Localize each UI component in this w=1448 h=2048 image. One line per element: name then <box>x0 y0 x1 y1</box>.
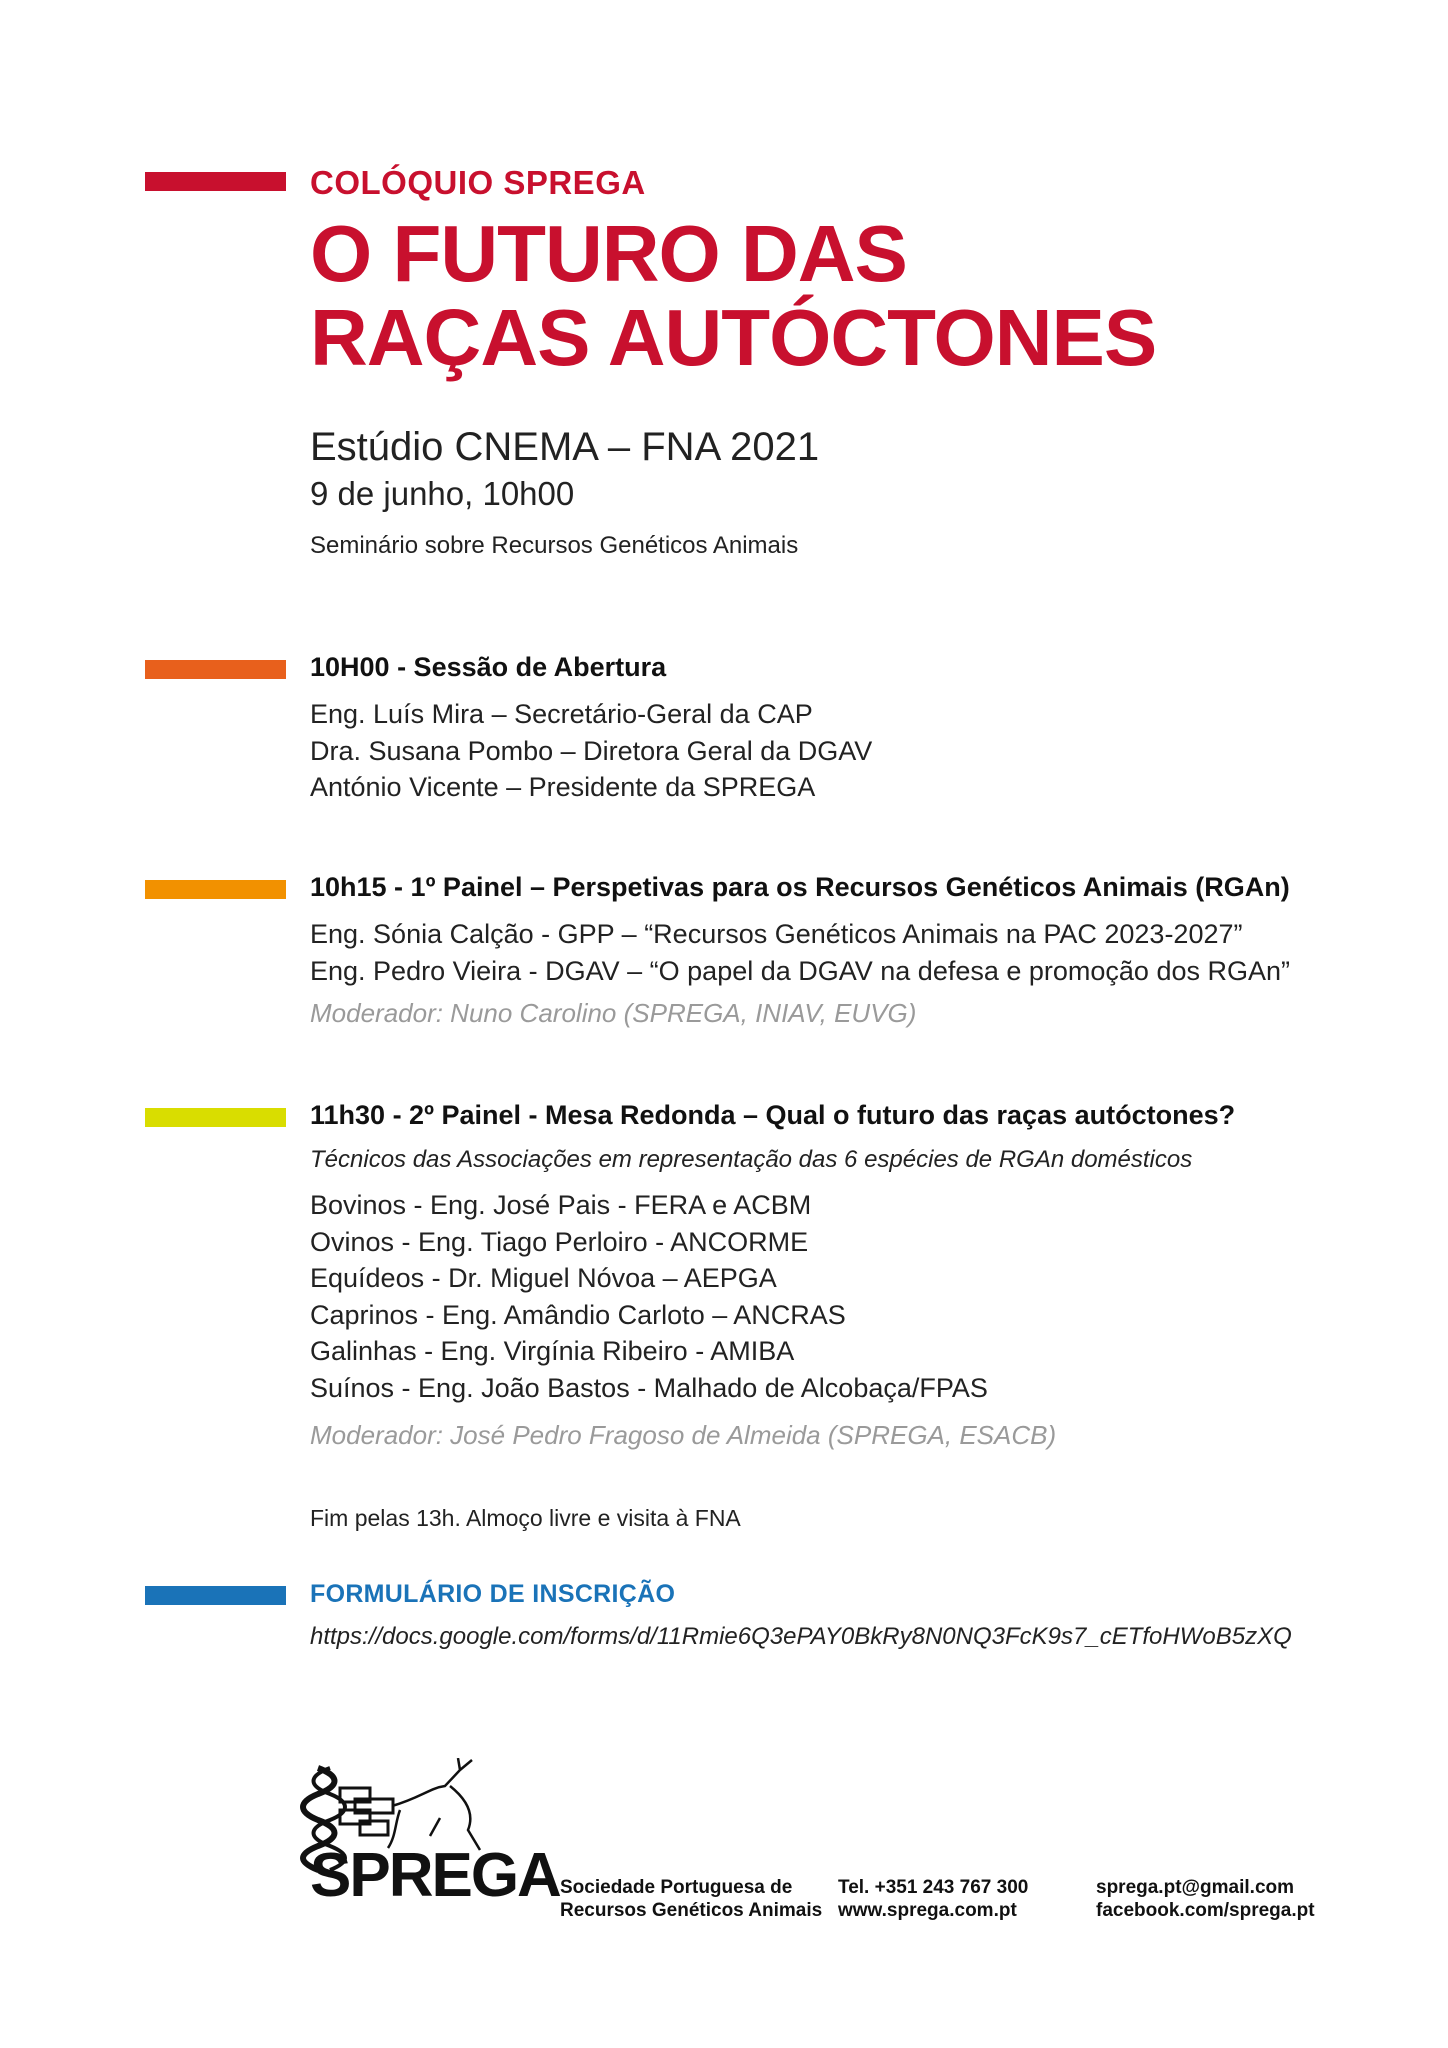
registration-accent-bar <box>145 1586 286 1605</box>
panel1-speakers <box>310 916 1420 989</box>
event-title-line-1: O FUTURO DAS <box>310 209 907 298</box>
event-date: 9 de junho, 10h00 <box>310 475 575 512</box>
registration-link[interactable]: https://docs.google.com/forms/d/11Rmie6Q3ePAY0BkRy8N0NQ3FcK9s7_cETfoHWoB5zXQ <box>310 1623 1292 1650</box>
panel2-note: Técnicos das Associações em representação das 6 espécies de RGAn domésticos <box>310 1146 1193 1173</box>
speaker-line: Galinhas - Eng. Virgínia Ribeiro - AMIBA <box>310 1336 795 1366</box>
panel2-moderator: Moderador: José Pedro Fragoso de Almeida (SPREGA, ESACB) <box>310 1420 1057 1450</box>
footer-website[interactable]: www.sprega.com.pt <box>838 1900 1017 1921</box>
footer-social <box>1096 1876 1315 1922</box>
event-title-line-2: RAÇAS AUTÓCTONES <box>310 293 1157 382</box>
footer-email[interactable]: sprega.pt@gmail.com <box>1096 1877 1295 1898</box>
speaker-line: Caprinos - Eng. Amândio Carloto – ANCRAS <box>310 1299 846 1330</box>
speaker-line: Eng. Pedro Vieira - DGAV – “O papel da DGAV na defesa e promoção dos RGAn” <box>310 955 1291 986</box>
footer-phone: Tel. +351 243 767 300 <box>838 1877 1029 1898</box>
sprega-logo-wordmark: SPREGA <box>310 1841 560 1910</box>
event-venue: Estúdio CNEMA – FNA 2021 <box>310 425 820 469</box>
panel1-moderator: Moderador: Nuno Carolino (SPREGA, INIAV, EUVG) <box>310 998 917 1028</box>
opening-accent-bar <box>145 660 286 679</box>
panel1-accent-bar <box>145 880 286 899</box>
speaker-line: Ovinos - Eng. Tiago Perloiro - ANCORME <box>310 1226 809 1257</box>
panel2-speakers <box>310 1187 1420 1406</box>
event-subtitle: Seminário sobre Recursos Genéticos Animais <box>310 532 799 559</box>
speaker-line: Suínos - Eng. João Bastos - Malhado de Alcobaça/FPAS <box>310 1372 988 1403</box>
event-title <box>310 209 1420 382</box>
closing-note: Fim pelas 13h. Almoço livre e visita à FNA <box>310 1505 741 1531</box>
speaker-line: Eng. Luís Mira – Secretário-Geral da CAP <box>310 699 813 729</box>
speaker-line: Bovinos - Eng. José Pais - FERA e ACBM <box>310 1190 812 1220</box>
footer-facebook[interactable]: facebook.com/sprega.pt <box>1096 1900 1315 1921</box>
opening-session-title: 10H00 - Sessão de Abertura <box>310 652 667 682</box>
opening-speakers <box>310 696 1420 806</box>
panel2-accent-bar <box>145 1108 286 1127</box>
speaker-line: Equídeos - Dr. Miguel Nóvoa – AEPGA <box>310 1263 777 1293</box>
org-line-1: Sociedade Portuguesa de <box>560 1877 793 1898</box>
org-line-2: Recursos Genéticos Animais <box>560 1900 823 1921</box>
footer-contact <box>838 1876 1028 1922</box>
speaker-line: Dra. Susana Pombo – Diretora Geral da DGAV <box>310 735 873 766</box>
panel1-title: 10h15 - 1º Painel – Perspetivas para os Recursos Genéticos Animais (RGAn) <box>310 872 1290 902</box>
speaker-line: Eng. Sónia Calção - GPP – “Recursos Genéticos Animais na PAC 2023-2027” <box>310 919 1243 949</box>
registration-title: FORMULÁRIO DE INSCRIÇÃO <box>310 1580 676 1608</box>
event-kicker: COLÓQUIO SPREGA <box>310 164 646 201</box>
footer-organization <box>560 1876 822 1922</box>
panel2-title: 11h30 - 2º Painel - Mesa Redonda – Qual o futuro das raças autóctones? <box>310 1100 1236 1130</box>
header-accent-bar <box>145 172 286 191</box>
speaker-line: António Vicente – Presidente da SPREGA <box>310 772 816 802</box>
